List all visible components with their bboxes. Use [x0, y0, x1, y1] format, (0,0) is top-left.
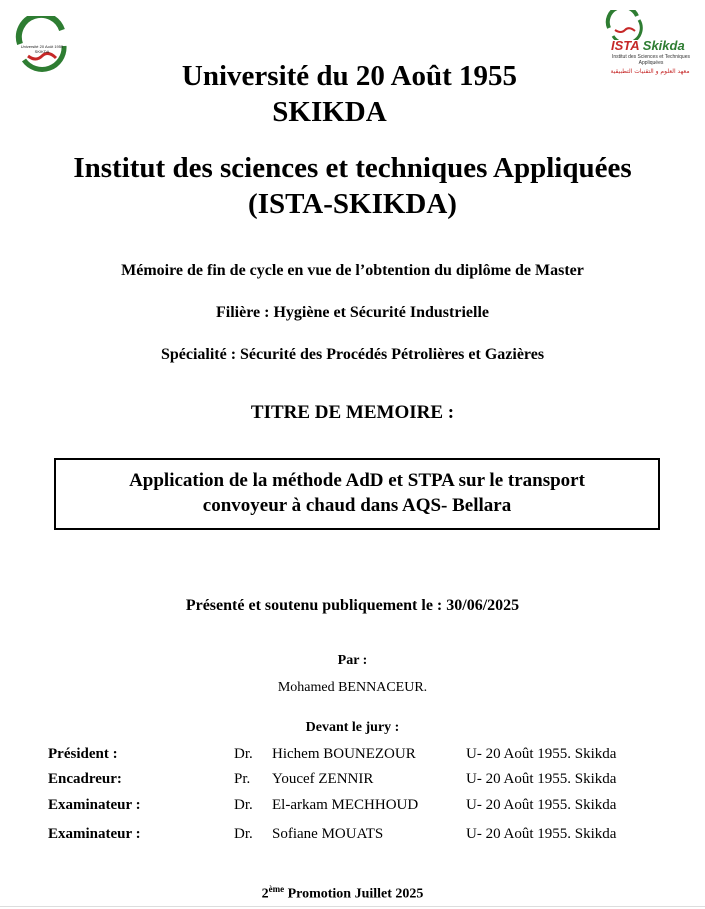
par-label: Par :: [337, 653, 368, 668]
jury-name: Hichem BOUNEZOUR: [272, 746, 416, 762]
ista-logo-subtitle: Institut des Sciences et Techniques Appliquées: [611, 54, 690, 66]
thesis-title-line-2: convoyeur à chaud dans AQS- Bellara: [202, 495, 512, 516]
jury-role: Encadreur:: [48, 771, 122, 787]
specialite-line: Spécialité : Sécurité des Procédés Pétrolières et Gazières: [160, 346, 545, 363]
university-name: Université du 20 Août 1955: [181, 60, 518, 92]
thesis-title-line-1: Application de la méthode AdD et STPA sur le transport: [129, 470, 585, 491]
jury-role: Examinateur :: [48, 826, 141, 842]
jury-institution: U- 20 Août 1955. Skikda: [466, 771, 617, 787]
jury-title: Pr.: [234, 771, 251, 787]
institute-abbreviation: (ISTA-SKIKDA): [248, 188, 457, 220]
ista-logo-icon: [605, 10, 645, 40]
jury-name: El-arkam MECHHOUD: [272, 797, 419, 813]
page-bottom-edge: [0, 906, 705, 907]
jury-label: Devant le jury :: [305, 720, 400, 735]
filiere-line: Filière : Hygiène et Sécurité Industrielle: [216, 304, 489, 321]
memoire-line: Mémoire de fin de cycle en vue de l’obtention du diplôme de Master: [121, 262, 584, 279]
defense-date: Présenté et soutenu publiquement le : 30/06/2025: [185, 597, 520, 614]
jury-institution: U- 20 Août 1955. Skikda: [466, 826, 617, 842]
university-city: SKIKDA: [272, 96, 387, 128]
jury-role: Examinateur :: [48, 797, 141, 813]
jury-name: Youcef ZENNIR: [272, 771, 374, 787]
jury-institution: U- 20 Août 1955. Skikda: [466, 797, 617, 813]
ista-logo-arabic: معهد العلوم و التقنيات التطبيقية: [610, 68, 690, 75]
jury-title: Dr.: [234, 826, 253, 842]
thesis-title-box: [54, 458, 660, 530]
jury-title: Dr.: [234, 746, 253, 762]
jury-name: Sofiane MOUATS: [272, 826, 384, 842]
ista-logo-name: ISTA Skikda: [611, 38, 685, 53]
promotion-footer: 2ème Promotion Juillet 2025: [261, 884, 424, 902]
jury-title: Dr.: [234, 797, 253, 813]
jury-institution: U- 20 Août 1955. Skikda: [466, 746, 617, 762]
author-name: Mohamed BENNACEUR.: [277, 680, 428, 695]
institute-name: Institut des sciences et techniques Appliquées: [73, 152, 632, 184]
titre-label: TITRE DE MEMOIRE :: [250, 402, 455, 423]
jury-role: Président :: [48, 746, 118, 762]
university-logo-text: Université 20 Août 1955 SKIKDA: [20, 44, 64, 54]
